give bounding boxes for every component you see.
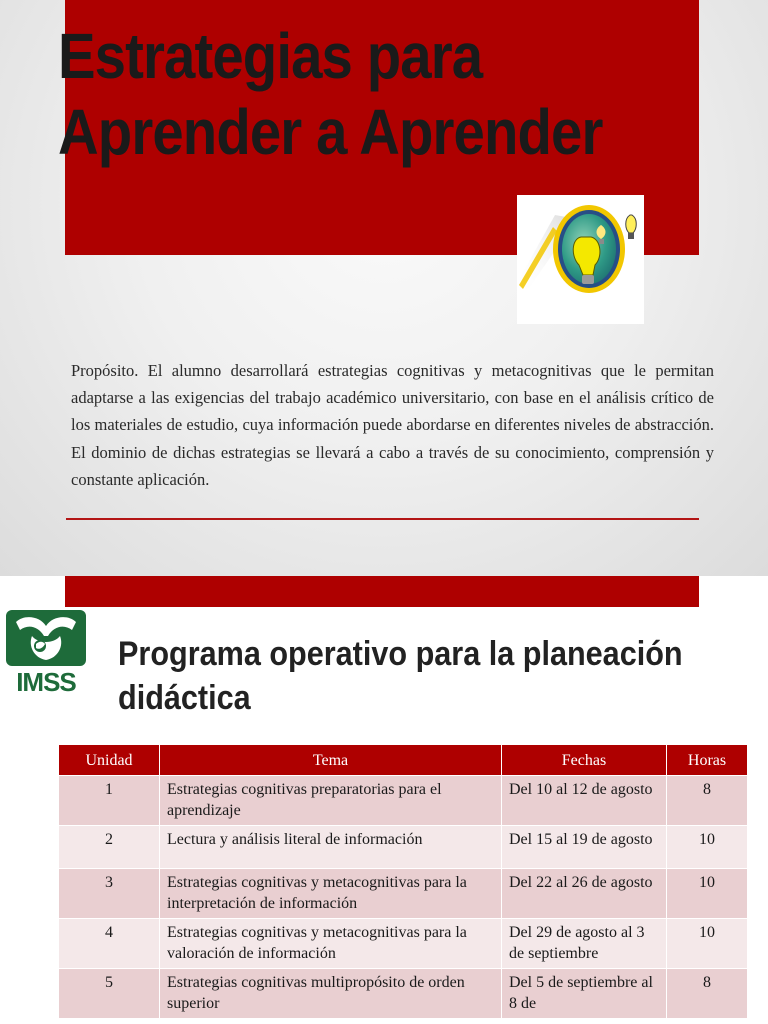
cell-tema: Estrategias cognitivas preparatorias para el aprendizaje	[160, 776, 502, 826]
cell-horas: 10	[667, 919, 748, 969]
cell-tema: Estrategias cognitivas y metacognitivas para la interpretación de información	[160, 869, 502, 919]
table-row	[59, 969, 748, 1019]
header-fechas: Fechas	[502, 745, 667, 776]
table-row	[59, 869, 748, 919]
cell-unidad: 2	[59, 826, 160, 869]
header-tema: Tema	[160, 745, 502, 776]
program-title: Programa operativo para la planeación didáctica	[118, 635, 683, 717]
cell-fechas: Del 5 de septiembre al 8 de	[502, 969, 667, 1019]
table-row	[59, 826, 748, 869]
slide-2	[0, 576, 768, 1024]
header-unidad: Unidad	[59, 745, 160, 776]
top-red-band	[65, 576, 699, 607]
imss-logo-text: IMSS	[16, 667, 76, 697]
cell-horas: 10	[667, 869, 748, 919]
program-table	[58, 744, 748, 1019]
table-row	[59, 919, 748, 969]
cell-fechas: Del 10 al 12 de agosto	[502, 776, 667, 826]
table-row	[59, 776, 748, 826]
cell-fechas: Del 22 al 26 de agosto	[502, 869, 667, 919]
cell-tema: Estrategias cognitivas y metacognitivas para la valoración de información	[160, 919, 502, 969]
cell-fechas: Del 15 al 19 de agosto	[502, 826, 667, 869]
red-divider	[66, 518, 699, 520]
slide-title: Estrategias para Aprender a Aprender	[58, 20, 603, 168]
cell-unidad: 5	[59, 969, 160, 1019]
table-header-row	[59, 745, 748, 776]
lightbulb-badge-icon	[517, 195, 644, 324]
cell-tema: Estrategias cognitivas multipropósito de orden superior	[160, 969, 502, 1019]
cell-unidad: 4	[59, 919, 160, 969]
cell-horas: 8	[667, 776, 748, 826]
purpose-paragraph: Propósito. El alumno desarrollará estrategias cognitivas y metacognitivas que le permitan adaptarse a las exigencias del trabajo académico universitario, con base en el análisis crítico de los materiales de estudio, cuya información puede abordarse en diferentes niveles de abstracción. El dominio de dichas estrategias se llevará a cabo a través de su conocimiento, comprensión y constante aplicación.	[71, 361, 714, 489]
cell-fechas: Del 29 de agosto al 3 de septiembre	[502, 919, 667, 969]
cell-horas: 10	[667, 826, 748, 869]
cell-tema: Lectura y análisis literal de información	[160, 826, 502, 869]
header-horas: Horas	[667, 745, 748, 776]
cell-horas: 8	[667, 969, 748, 1019]
cell-unidad: 3	[59, 869, 160, 919]
cell-unidad: 1	[59, 776, 160, 826]
